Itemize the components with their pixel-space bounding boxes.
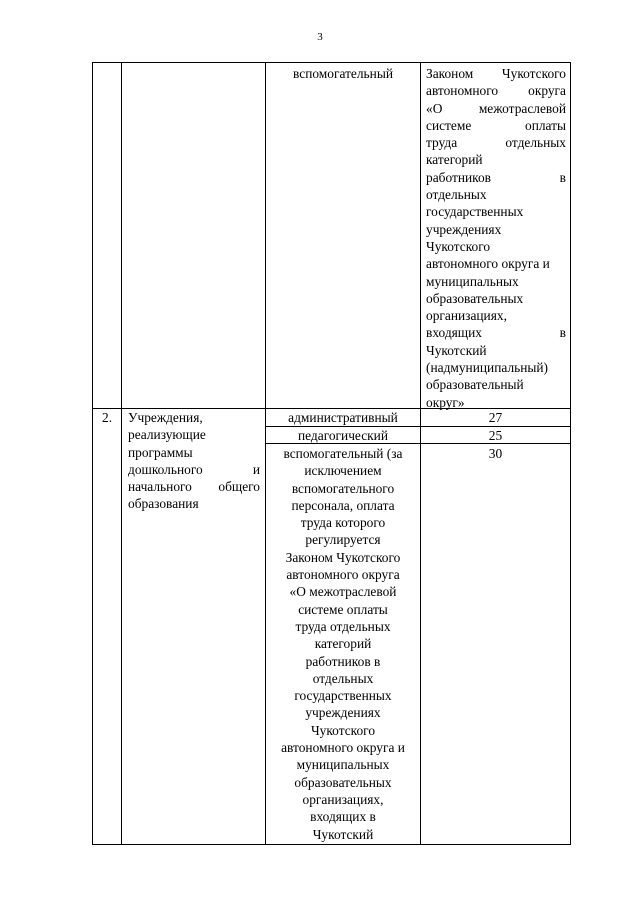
law-text-line: [426, 221, 566, 238]
law-text-line-word: государственных: [426, 204, 524, 220]
law-text-line: [426, 376, 566, 393]
law-text-line: [426, 151, 566, 168]
support-line: Чукотский: [312, 826, 374, 842]
law-text-line-word: организациях,: [426, 308, 507, 324]
law-text-line: [426, 342, 566, 359]
category-support: вспомогательный: [293, 66, 393, 81]
law-text-line-word: отдельных: [505, 135, 566, 151]
law-text-line-word: автономного: [426, 83, 499, 99]
law-text-line-word: работников: [426, 169, 491, 185]
institution-line-word: и: [252, 461, 260, 477]
law-text-line: [426, 255, 566, 272]
law-text-line-word: «О: [426, 100, 443, 116]
institution-line: [128, 461, 260, 478]
institution-line-word: начального: [128, 479, 192, 495]
support-line: категорий: [314, 636, 372, 652]
institution-line: [128, 495, 260, 512]
law-text-line-word: округ»: [426, 394, 465, 410]
category-admin: административный: [288, 410, 398, 425]
law-text-line: [426, 203, 566, 220]
law-text-line-word: системе: [426, 117, 472, 133]
law-text-line: [426, 324, 566, 341]
support-line: Законом Чукотского: [285, 549, 401, 565]
law-text-line: [426, 100, 566, 117]
support-line: входящих в: [310, 809, 376, 825]
law-text-line-word: автономного округа и: [426, 256, 550, 272]
law-text-line-word: в: [559, 169, 566, 185]
law-text-line: [426, 290, 566, 307]
law-text-line: [426, 117, 566, 134]
law-text-line-word: образовательный: [426, 377, 524, 393]
support-line: государственных: [294, 688, 392, 704]
support-line: учреждениях: [305, 705, 381, 721]
law-text-line: [426, 134, 566, 151]
support-line: образовательных: [294, 774, 392, 790]
institution-line-word: дошкольного: [128, 461, 203, 477]
law-text-cell: [426, 65, 566, 411]
document-table: [92, 62, 571, 845]
institution-line-word: Учреждения,: [128, 410, 203, 425]
support-line: вспомогательный (за: [283, 446, 403, 461]
support-line: персонала, оплата: [291, 497, 395, 513]
support-line: вспомогательного: [291, 480, 395, 496]
law-text-line-word: Законом: [426, 66, 474, 81]
law-text-line-word: в: [559, 325, 566, 341]
institution-line-word: программы: [128, 444, 193, 460]
support-line: системе оплаты: [298, 601, 388, 617]
law-text-line-word: Чукотского: [501, 66, 566, 81]
law-text-line-word: категорий: [426, 152, 483, 168]
law-text-line-word: труда: [426, 135, 458, 151]
institution-line-word: общего: [218, 479, 260, 495]
category-support-extended: [266, 445, 420, 843]
law-text-line-word: отдельных: [426, 187, 487, 203]
institution-line: [128, 426, 260, 443]
support-line: работников в: [305, 653, 381, 669]
law-text-line: [426, 359, 566, 376]
law-text-line: [426, 273, 566, 290]
law-text-line-word: (надмуниципальный): [426, 360, 549, 376]
support-line: организациях,: [302, 791, 384, 807]
institution-line-word: образования: [128, 496, 199, 512]
support-line: муниципальных: [296, 757, 390, 773]
law-text-line: [426, 186, 566, 203]
support-line: труда которого: [300, 515, 386, 531]
support-line: «О межотраслевой: [289, 584, 397, 600]
law-text-line-word: Чукотский: [426, 342, 487, 358]
institution-line: [128, 478, 260, 495]
value-pedagogical: 25: [488, 428, 503, 443]
law-text-line: [426, 82, 566, 99]
law-text-line-word: Чукотского: [426, 238, 491, 254]
support-line: Чукотского: [310, 722, 376, 738]
law-text-line: [426, 307, 566, 324]
law-text-line-word: межотраслевой: [478, 100, 566, 116]
col-divider-1: [121, 63, 122, 844]
law-text-line: [426, 169, 566, 186]
page-number: 3: [317, 31, 323, 43]
institution-line-word: реализующие: [128, 427, 206, 443]
support-line: исключением: [304, 463, 382, 479]
law-text-line: [426, 238, 566, 255]
law-text-line-word: входящих: [426, 325, 482, 341]
support-line: регулируется: [305, 532, 381, 548]
institution-line: [128, 409, 260, 426]
support-line: автономного округа: [286, 567, 400, 583]
law-text-line-word: оплаты: [525, 117, 566, 133]
support-line: отдельных: [312, 670, 374, 686]
institution-name: [128, 409, 260, 513]
law-text-line-word: учреждениях: [426, 221, 502, 237]
row-number: 2.: [102, 410, 113, 425]
category-pedagogical: педагогический: [298, 428, 388, 443]
law-text-line-word: муниципальных: [426, 273, 519, 289]
law-text-line-word: округа: [528, 83, 566, 99]
value-admin: 27: [488, 410, 503, 425]
law-text-line: [426, 65, 566, 82]
support-line: труда отдельных: [295, 618, 391, 634]
law-text-line-word: образовательных: [426, 290, 524, 306]
value-support: 30: [488, 446, 503, 461]
support-line: автономного округа и: [281, 740, 405, 756]
institution-line: [128, 444, 260, 461]
